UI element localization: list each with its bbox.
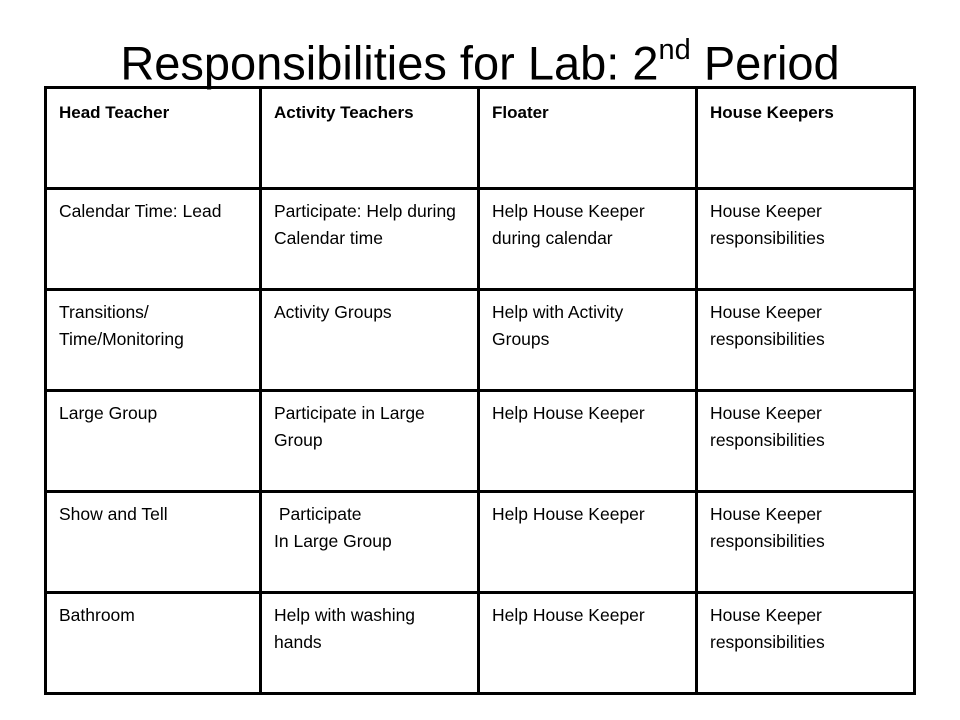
- cell-text: Participate: Help during Calendar time: [274, 201, 456, 248]
- cell-text: House Keeper responsibilities: [710, 504, 825, 551]
- cell-text: Help House Keeper: [492, 403, 645, 423]
- title-superscript: nd: [658, 34, 691, 66]
- cell-text: Time/Monitoring: [59, 329, 184, 349]
- table-row: [46, 189, 915, 290]
- table-row: [46, 290, 915, 391]
- cell-text: Transitions/: [59, 302, 149, 322]
- cell-text: Participate in Large Group: [274, 403, 425, 450]
- slide-title: [0, 24, 960, 94]
- cell-text: Bathroom: [59, 605, 135, 625]
- table-cell: [261, 492, 479, 593]
- cell-text: Help House Keeper: [492, 504, 645, 524]
- table-row: [46, 593, 915, 694]
- table-cell: [261, 391, 479, 492]
- title-main-text: Responsibilities for Lab: 2: [120, 36, 659, 90]
- table-cell: [479, 189, 697, 290]
- cell-text: Large Group: [59, 403, 158, 423]
- cell-text: Participate: [274, 504, 362, 524]
- table-cell: [697, 290, 915, 391]
- cell-text: House Keeper responsibilities: [710, 302, 825, 349]
- table-cell: [46, 189, 261, 290]
- table-cell: [697, 593, 915, 694]
- table-cell: [479, 593, 697, 694]
- cell-text: Help with Activity Groups: [492, 302, 624, 349]
- table-cell: [697, 391, 915, 492]
- cell-text: Calendar Time: Lead: [59, 201, 222, 221]
- table-cell: [261, 189, 479, 290]
- cell-text: Help with washing hands: [274, 605, 416, 652]
- table-header-row: [46, 88, 915, 189]
- table-row: [46, 391, 915, 492]
- table-cell: [479, 492, 697, 593]
- cell-text: Help House Keeper: [492, 605, 645, 625]
- table-cell: [479, 290, 697, 391]
- table-cell: [46, 290, 261, 391]
- cell-text: Help House Keeper during calendar: [492, 201, 645, 248]
- table-row: [46, 492, 915, 593]
- cell-text: Show and Tell: [59, 504, 168, 524]
- header-floater: Floater: [479, 88, 697, 189]
- header-house-keepers: House Keepers: [697, 88, 915, 189]
- table-cell: [261, 593, 479, 694]
- cell-text: House Keeper responsibilities: [710, 403, 825, 450]
- table-cell: [697, 492, 915, 593]
- header-head-teacher: Head Teacher: [46, 88, 261, 189]
- table-cell: [46, 593, 261, 694]
- table-cell: [479, 391, 697, 492]
- cell-text: House Keeper responsibilities: [710, 605, 825, 652]
- title-end-text: Period: [690, 36, 840, 90]
- header-activity-teachers: Activity Teachers: [261, 88, 479, 189]
- table-cell: [46, 391, 261, 492]
- table-cell: [46, 492, 261, 593]
- table-cell: [697, 189, 915, 290]
- cell-text: In Large Group: [274, 531, 392, 551]
- cell-text: Activity Groups: [274, 302, 392, 322]
- table-cell: [261, 290, 479, 391]
- cell-text: House Keeper responsibilities: [710, 201, 825, 248]
- responsibilities-table: [44, 86, 916, 695]
